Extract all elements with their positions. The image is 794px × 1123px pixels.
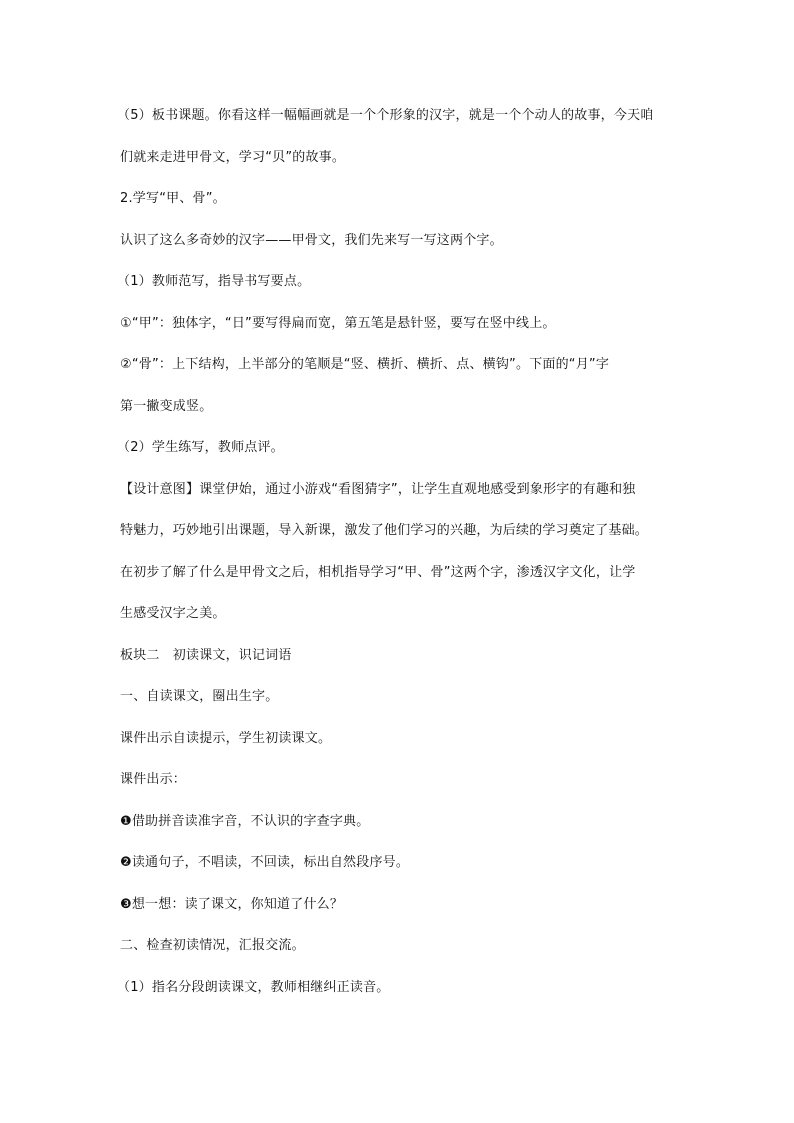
text-line: 第一撇变成竖。: [120, 398, 213, 414]
text-line: 【设计意图】课堂伊始，通过小游戏“看图猜字”，让学生直观地感受到象形字的有趣和独: [120, 481, 636, 497]
list-item: ❸想一想：读了课文，你知道了什么？: [120, 896, 344, 912]
text-line: 在初步了解了什么是甲骨文之后，相机指导学习“甲、骨”这两个字，渗透汉字文化，让学: [120, 564, 636, 580]
document-body: [117, 106, 676, 1019]
text-line: 生感受汉字之美。: [120, 606, 226, 621]
text-line: 一、自读课文，圈出生字。: [120, 689, 279, 704]
text-line: （5）板书课题。你看这样一幅幅画就是一个个形象的汉字，就是一个个动人的故事，今天咱: [117, 108, 654, 123]
text-line: 认识了这么多奇妙的汉字——甲骨文，我们先来写一写这两个字。: [120, 232, 503, 248]
text-line: （1）教师范写，指导书写要点。: [117, 274, 311, 289]
section-heading: 板块二 初读课文，识记词语: [120, 647, 292, 663]
text-line: ②“骨”：上下结构，上半部分的笔顺是“竖、横折、横折、点、横钩”。下面的“月”字: [120, 357, 610, 372]
list-item: ❶借助拼音读准字音，不认识的字查字典。: [120, 813, 370, 829]
text-line: 课件出示：: [120, 772, 187, 787]
text-line: （2）学生练写，教师点评。: [117, 440, 284, 455]
text-line: 二、检查初读情况，汇报交流。: [120, 938, 305, 953]
list-item: ❷读通句子，不唱读，不回读，标出自然段序号。: [120, 855, 410, 870]
text-line: 课件出示自读提示，学生初读课文。: [120, 730, 332, 746]
text-line: （1）指名分段朗读课文，教师相继纠正读音。: [117, 979, 390, 995]
section-heading: 2.学写“甲、骨”。: [120, 191, 226, 206]
text-line: 们就来走进甲骨文，学习“贝”的故事。: [120, 149, 346, 165]
text-line: ①“甲”：独体字，“日”要写得扁而宽，第五笔是悬针竖，要写在竖中线上。: [120, 315, 556, 331]
text-line: 特魅力，巧妙地引出课题，导入新课，激发了他们学习的兴趣，为后续的学习奠定了基础。: [120, 523, 649, 538]
